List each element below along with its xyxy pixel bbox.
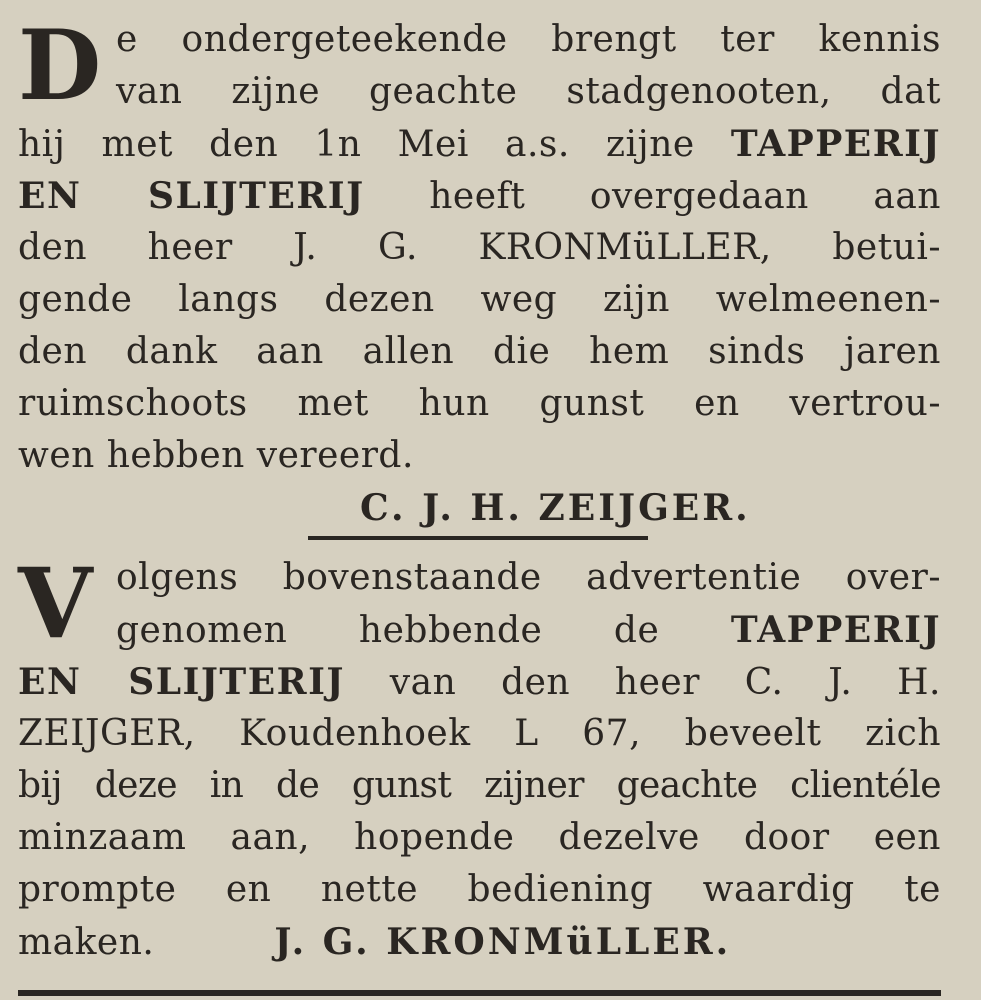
ad1-line-8: ruimschoots met hun gunst en vertrou-: [18, 383, 941, 424]
ad1-line-2: van zijne geachte stadgenooten, dat: [116, 71, 941, 112]
ad2-line-4: ZEIJGER, Koudenhoek L 67, beveelt zich: [18, 713, 941, 754]
ad2-line-5: bij deze in de gunst zijner geachte clientéle: [18, 765, 941, 806]
last-line-text: maken.: [18, 922, 155, 963]
ad2-line-6: minzaam aan, hopende dezelve door een: [18, 817, 941, 858]
drop-cap-v: V: [18, 547, 93, 660]
signature-zeijger: C. J. H. ZEIJGER.: [360, 487, 751, 529]
signature-kronmuller: J. G. KRONMüLLER.: [274, 921, 732, 963]
ad1-line-6: gende langs dezen weg zijn welmeenen-: [18, 279, 941, 320]
ad1-line-5: den heer J. G. KRONMüLLER, betui-: [18, 227, 941, 268]
ad1-line-3: hij met den 1n Mei a.s. zijne TAPPERIJ: [18, 123, 941, 165]
ad2-line-7: prompte en nette bediening waardig te: [18, 869, 941, 910]
ad2-line-3: EN SLIJTERIJ van den heer C. J. H.: [18, 661, 941, 703]
ad2-line-2: genomen hebbende de TAPPERIJ: [116, 609, 941, 651]
ad1-line-4: EN SLIJTERIJ heeft overgedaan aan: [18, 175, 941, 217]
section-divider: [308, 536, 648, 540]
advertisement-zeijger: [18, 9, 941, 534]
ad2-line-8: [18, 916, 941, 968]
ad1-line-1: e ondergeteekende brengt ter kennis: [116, 19, 941, 60]
advertisement-kronmuller: [18, 547, 941, 968]
bottom-rule: [18, 990, 941, 996]
ad2-line-1: olgens bovenstaande advertentie over-: [116, 557, 941, 598]
drop-cap-d: D: [18, 9, 102, 122]
ad1-line-7: den dank aan allen die hem sinds jaren: [18, 331, 941, 372]
ad1-line-9: wen hebben vereerd.: [18, 435, 414, 476]
